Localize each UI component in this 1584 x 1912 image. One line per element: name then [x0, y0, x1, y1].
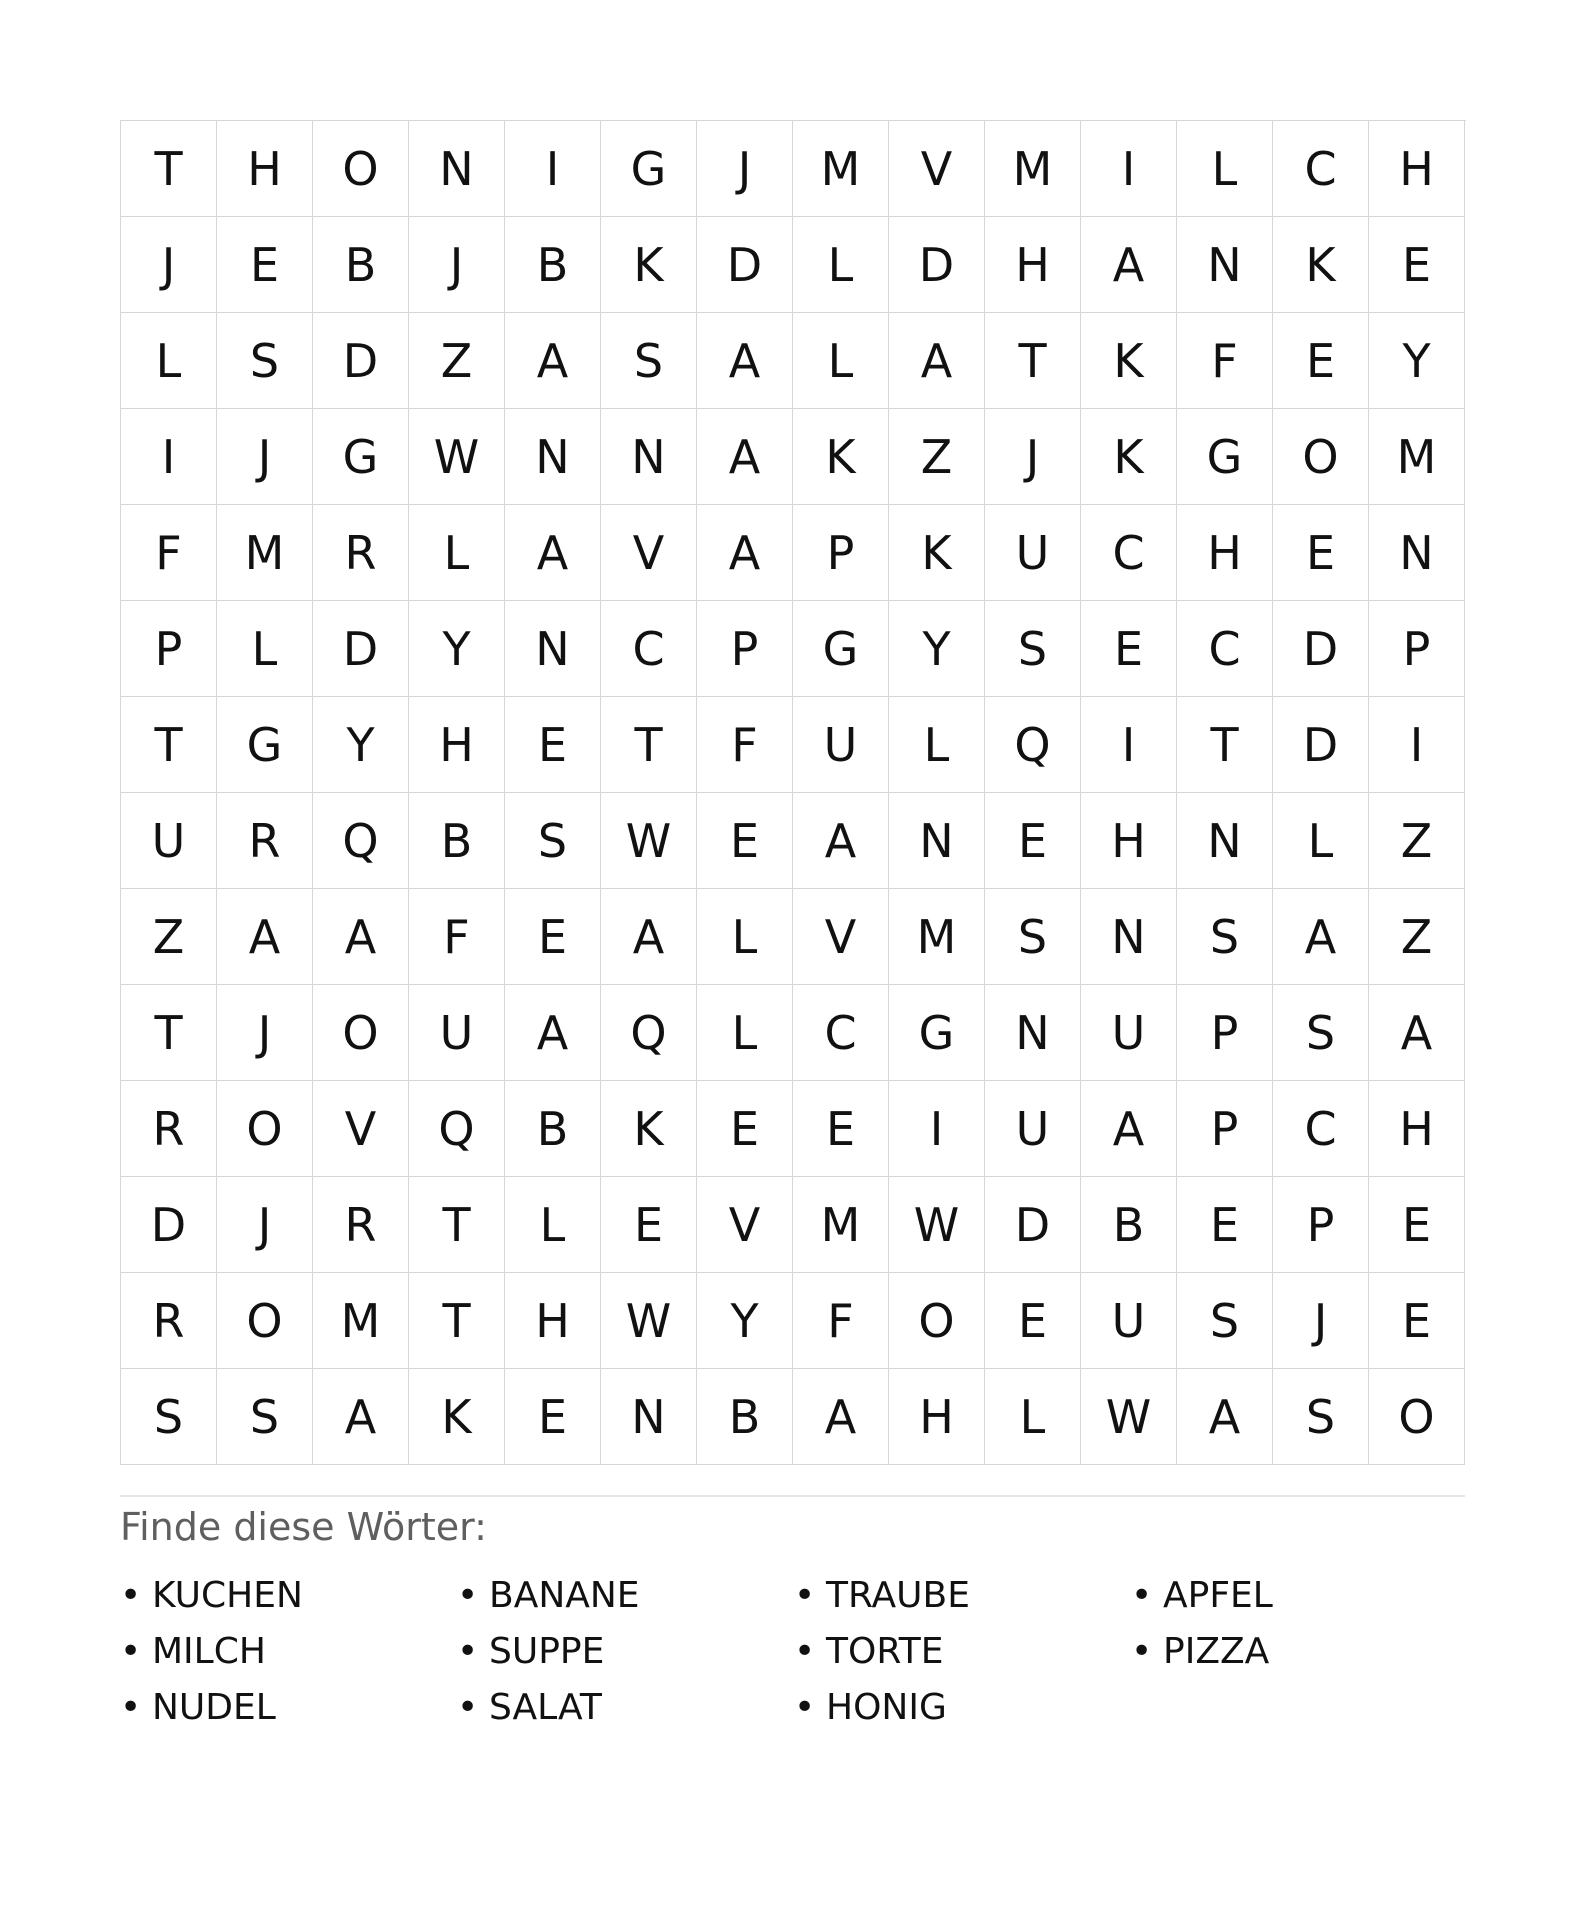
grid-cell[interactable]: U: [793, 697, 889, 793]
grid-cell[interactable]: Y: [697, 1273, 793, 1369]
bullet-icon: •: [1131, 1630, 1153, 1672]
grid-cell[interactable]: W: [601, 1273, 697, 1369]
grid-cell[interactable]: L: [121, 313, 217, 409]
grid-cell[interactable]: J: [1273, 1273, 1369, 1369]
grid-cell[interactable]: M: [1369, 409, 1465, 505]
grid-cell[interactable]: B: [505, 217, 601, 313]
word-label: APFEL: [1163, 1574, 1273, 1616]
word-list-heading: Finde diese Wörter:: [120, 1505, 487, 1549]
grid-cell[interactable]: N: [505, 409, 601, 505]
grid-cell[interactable]: Q: [313, 793, 409, 889]
grid-cell[interactable]: S: [985, 889, 1081, 985]
grid-cell[interactable]: P: [1177, 985, 1273, 1081]
grid-cell[interactable]: E: [505, 1369, 601, 1465]
word-list-item: [120, 1567, 457, 1623]
grid-cell[interactable]: P: [1273, 1177, 1369, 1273]
grid-cell[interactable]: L: [1273, 793, 1369, 889]
word-label: SUPPE: [489, 1630, 605, 1672]
divider: [120, 1495, 1465, 1497]
grid-cell[interactable]: N: [601, 409, 697, 505]
grid-cell[interactable]: V: [313, 1081, 409, 1177]
grid-cell[interactable]: E: [601, 1177, 697, 1273]
grid-cell[interactable]: A: [1081, 217, 1177, 313]
grid-cell[interactable]: T: [601, 697, 697, 793]
grid-cell[interactable]: T: [409, 1273, 505, 1369]
word-list-item: [120, 1623, 457, 1679]
grid-cell[interactable]: A: [505, 985, 601, 1081]
word-list-item: [120, 1679, 457, 1735]
grid-cell[interactable]: D: [313, 601, 409, 697]
grid-cell[interactable]: A: [1273, 889, 1369, 985]
grid-cell[interactable]: O: [1369, 1369, 1465, 1465]
grid-cell[interactable]: F: [121, 505, 217, 601]
grid-cell[interactable]: E: [985, 793, 1081, 889]
grid-cell[interactable]: A: [217, 889, 313, 985]
word-label: NUDEL: [152, 1686, 276, 1728]
grid-cell[interactable]: P: [1369, 601, 1465, 697]
grid-cell[interactable]: K: [1081, 313, 1177, 409]
grid-cell[interactable]: Q: [409, 1081, 505, 1177]
grid-cell[interactable]: A: [793, 1369, 889, 1465]
grid-cell[interactable]: H: [217, 121, 313, 217]
grid-cell[interactable]: H: [1369, 121, 1465, 217]
grid-cell[interactable]: H: [1081, 793, 1177, 889]
grid-cell[interactable]: H: [1369, 1081, 1465, 1177]
grid-cell[interactable]: D: [121, 1177, 217, 1273]
grid-cell[interactable]: B: [1081, 1177, 1177, 1273]
grid-cell[interactable]: A: [889, 313, 985, 409]
grid-cell[interactable]: G: [217, 697, 313, 793]
grid-cell[interactable]: O: [889, 1273, 985, 1369]
grid-cell[interactable]: W: [601, 793, 697, 889]
grid-cell[interactable]: A: [505, 505, 601, 601]
word-label: PIZZA: [1163, 1630, 1270, 1672]
grid-cell[interactable]: G: [889, 985, 985, 1081]
bullet-icon: •: [120, 1630, 142, 1672]
grid-cell[interactable]: L: [793, 217, 889, 313]
grid-cell[interactable]: N: [1369, 505, 1465, 601]
grid-cell[interactable]: L: [1177, 121, 1273, 217]
grid-cell[interactable]: E: [697, 793, 793, 889]
grid-cell[interactable]: L: [985, 1369, 1081, 1465]
grid-cell[interactable]: T: [121, 697, 217, 793]
grid-cell[interactable]: R: [313, 1177, 409, 1273]
grid-cell[interactable]: U: [409, 985, 505, 1081]
grid-cell[interactable]: S: [601, 313, 697, 409]
grid-cell[interactable]: S: [985, 601, 1081, 697]
word-list-item: [1131, 1623, 1468, 1679]
grid-cell[interactable]: O: [313, 121, 409, 217]
grid-cell[interactable]: E: [505, 697, 601, 793]
grid-cell[interactable]: T: [409, 1177, 505, 1273]
grid-cell[interactable]: D: [1273, 601, 1369, 697]
grid-cell[interactable]: N: [1081, 889, 1177, 985]
grid-cell[interactable]: C: [1273, 1081, 1369, 1177]
grid-cell[interactable]: M: [793, 1177, 889, 1273]
grid-cell[interactable]: J: [217, 1177, 313, 1273]
bullet-icon: •: [794, 1686, 816, 1728]
grid-cell[interactable]: S: [1177, 1273, 1273, 1369]
grid-cell[interactable]: K: [409, 1369, 505, 1465]
grid-cell[interactable]: E: [1369, 1273, 1465, 1369]
grid-cell[interactable]: E: [985, 1273, 1081, 1369]
grid-cell[interactable]: A: [505, 313, 601, 409]
grid-cell[interactable]: E: [1081, 601, 1177, 697]
grid-cell[interactable]: J: [697, 121, 793, 217]
grid-cell[interactable]: O: [1273, 409, 1369, 505]
grid-cell[interactable]: C: [601, 601, 697, 697]
grid-cell[interactable]: S: [217, 313, 313, 409]
grid-cell[interactable]: N: [1177, 217, 1273, 313]
grid-cell[interactable]: M: [889, 889, 985, 985]
word-label: TORTE: [826, 1630, 944, 1672]
grid-cell[interactable]: N: [889, 793, 985, 889]
grid-cell[interactable]: O: [313, 985, 409, 1081]
grid-cell[interactable]: N: [601, 1369, 697, 1465]
grid-cell[interactable]: I: [889, 1081, 985, 1177]
grid-cell[interactable]: B: [505, 1081, 601, 1177]
grid-cell[interactable]: Y: [889, 601, 985, 697]
grid-cell[interactable]: A: [793, 793, 889, 889]
grid-cell[interactable]: G: [313, 409, 409, 505]
grid-cell[interactable]: J: [985, 409, 1081, 505]
grid-cell[interactable]: A: [697, 313, 793, 409]
grid-cell[interactable]: I: [121, 409, 217, 505]
grid-cell[interactable]: U: [1081, 1273, 1177, 1369]
grid-cell[interactable]: R: [121, 1273, 217, 1369]
grid-cell[interactable]: B: [697, 1369, 793, 1465]
grid-cell[interactable]: I: [505, 121, 601, 217]
grid-cell[interactable]: A: [1177, 1369, 1273, 1465]
grid-cell[interactable]: E: [697, 1081, 793, 1177]
grid-cell[interactable]: N: [985, 985, 1081, 1081]
grid-cell[interactable]: E: [505, 889, 601, 985]
grid-cell[interactable]: V: [793, 889, 889, 985]
grid-cell[interactable]: F: [697, 697, 793, 793]
grid-cell[interactable]: T: [985, 313, 1081, 409]
grid-cell[interactable]: F: [793, 1273, 889, 1369]
grid-cell[interactable]: D: [313, 313, 409, 409]
grid-cell[interactable]: R: [121, 1081, 217, 1177]
grid-cell[interactable]: L: [697, 889, 793, 985]
grid-cell[interactable]: E: [1273, 313, 1369, 409]
grid-cell[interactable]: M: [793, 121, 889, 217]
grid-cell[interactable]: L: [505, 1177, 601, 1273]
grid-cell[interactable]: S: [217, 1369, 313, 1465]
grid-cell[interactable]: M: [313, 1273, 409, 1369]
grid-cell[interactable]: S: [121, 1369, 217, 1465]
bullet-icon: •: [120, 1574, 142, 1616]
grid-cell[interactable]: U: [121, 793, 217, 889]
grid-cell[interactable]: Z: [1369, 793, 1465, 889]
grid-cell[interactable]: P: [697, 601, 793, 697]
grid-cell[interactable]: Q: [985, 697, 1081, 793]
grid-cell[interactable]: R: [217, 793, 313, 889]
grid-cell[interactable]: S: [505, 793, 601, 889]
grid-cell[interactable]: E: [1177, 1177, 1273, 1273]
grid-cell[interactable]: L: [217, 601, 313, 697]
grid-cell[interactable]: D: [985, 1177, 1081, 1273]
grid-cell[interactable]: N: [505, 601, 601, 697]
word-label: SALAT: [489, 1686, 602, 1728]
grid-cell[interactable]: Q: [601, 985, 697, 1081]
bullet-icon: •: [794, 1630, 816, 1672]
grid-cell[interactable]: L: [697, 985, 793, 1081]
grid-cell[interactable]: R: [313, 505, 409, 601]
grid-cell[interactable]: H: [889, 1369, 985, 1465]
grid-cell[interactable]: M: [985, 121, 1081, 217]
word-label: MILCH: [152, 1630, 266, 1672]
grid-cell[interactable]: B: [313, 217, 409, 313]
grid-cell[interactable]: C: [1177, 601, 1273, 697]
word-list-item: [794, 1623, 1131, 1679]
grid-cell[interactable]: D: [889, 217, 985, 313]
grid-cell[interactable]: S: [1273, 1369, 1369, 1465]
grid-cell[interactable]: A: [601, 889, 697, 985]
grid-cell[interactable]: A: [1081, 1081, 1177, 1177]
grid-cell[interactable]: E: [1369, 217, 1465, 313]
grid-cell[interactable]: V: [601, 505, 697, 601]
grid-cell[interactable]: P: [121, 601, 217, 697]
grid-cell[interactable]: K: [889, 505, 985, 601]
grid-cell[interactable]: J: [217, 409, 313, 505]
grid-cell[interactable]: F: [1177, 313, 1273, 409]
grid-cell[interactable]: O: [217, 1081, 313, 1177]
grid-cell[interactable]: E: [1369, 1177, 1465, 1273]
word-list-item: [457, 1567, 794, 1623]
grid-cell[interactable]: A: [313, 1369, 409, 1465]
grid-cell[interactable]: F: [409, 889, 505, 985]
grid-cell[interactable]: E: [217, 217, 313, 313]
grid-cell[interactable]: T: [121, 121, 217, 217]
grid-cell[interactable]: H: [505, 1273, 601, 1369]
grid-cell[interactable]: D: [697, 217, 793, 313]
word-search-puzzle: [120, 120, 1467, 1735]
grid-cell[interactable]: Y: [313, 697, 409, 793]
grid-cell[interactable]: H: [409, 697, 505, 793]
word-label: TRAUBE: [826, 1574, 970, 1616]
grid-cell[interactable]: V: [697, 1177, 793, 1273]
grid-cell[interactable]: A: [313, 889, 409, 985]
grid-cell[interactable]: H: [985, 217, 1081, 313]
grid-cell[interactable]: Z: [409, 313, 505, 409]
grid-cell[interactable]: L: [409, 505, 505, 601]
grid-cell[interactable]: U: [985, 505, 1081, 601]
grid-cell[interactable]: W: [409, 409, 505, 505]
bullet-icon: •: [457, 1630, 479, 1672]
grid-cell[interactable]: C: [793, 985, 889, 1081]
grid-cell[interactable]: S: [1273, 985, 1369, 1081]
grid-cell[interactable]: O: [217, 1273, 313, 1369]
grid-cell[interactable]: K: [1081, 409, 1177, 505]
grid-cell[interactable]: E: [1273, 505, 1369, 601]
grid-cell[interactable]: T: [1177, 697, 1273, 793]
grid-cell[interactable]: I: [1369, 697, 1465, 793]
grid-cell[interactable]: W: [1081, 1369, 1177, 1465]
grid-cell[interactable]: P: [1177, 1081, 1273, 1177]
word-list-item: [794, 1567, 1131, 1623]
word-list-item: [457, 1679, 794, 1735]
word-list-item: [457, 1623, 794, 1679]
grid-cell[interactable]: L: [889, 697, 985, 793]
grid-cell[interactable]: K: [601, 217, 697, 313]
grid-cell[interactable]: S: [1177, 889, 1273, 985]
grid-cell[interactable]: G: [1177, 409, 1273, 505]
grid-cell[interactable]: I: [1081, 697, 1177, 793]
grid-cell[interactable]: I: [1081, 121, 1177, 217]
grid-cell[interactable]: Z: [1369, 889, 1465, 985]
bullet-icon: •: [794, 1574, 816, 1616]
bullet-icon: •: [457, 1686, 479, 1728]
grid-cell[interactable]: A: [1369, 985, 1465, 1081]
grid-cell[interactable]: C: [1081, 505, 1177, 601]
letter-grid: [120, 120, 1466, 1465]
grid-cell[interactable]: Z: [121, 889, 217, 985]
grid-cell[interactable]: V: [889, 121, 985, 217]
grid-cell[interactable]: D: [1273, 697, 1369, 793]
grid-cell[interactable]: K: [601, 1081, 697, 1177]
word-label: BANANE: [489, 1574, 640, 1616]
grid-cell[interactable]: Y: [409, 601, 505, 697]
grid-cell[interactable]: G: [793, 601, 889, 697]
grid-cell[interactable]: N: [1177, 793, 1273, 889]
grid-cell[interactable]: Z: [889, 409, 985, 505]
grid-cell[interactable]: C: [1273, 121, 1369, 217]
bullet-icon: •: [457, 1574, 479, 1616]
bullet-icon: •: [1131, 1574, 1153, 1616]
grid-cell[interactable]: L: [793, 313, 889, 409]
grid-cell[interactable]: W: [889, 1177, 985, 1273]
grid-cell[interactable]: U: [1081, 985, 1177, 1081]
grid-cell[interactable]: J: [217, 985, 313, 1081]
grid-cell[interactable]: E: [793, 1081, 889, 1177]
grid-cell[interactable]: M: [217, 505, 313, 601]
grid-cell[interactable]: J: [121, 217, 217, 313]
grid-cell[interactable]: H: [1177, 505, 1273, 601]
word-label: KUCHEN: [152, 1574, 303, 1616]
grid-cell[interactable]: A: [697, 409, 793, 505]
grid-cell[interactable]: T: [121, 985, 217, 1081]
grid-cell[interactable]: A: [697, 505, 793, 601]
grid-cell[interactable]: J: [409, 217, 505, 313]
grid-cell[interactable]: B: [409, 793, 505, 889]
grid-cell[interactable]: P: [793, 505, 889, 601]
grid-cell[interactable]: G: [601, 121, 697, 217]
word-list-item: [794, 1679, 1131, 1735]
grid-cell[interactable]: K: [793, 409, 889, 505]
grid-cell[interactable]: K: [1273, 217, 1369, 313]
word-list-item: [1131, 1567, 1468, 1623]
grid-cell[interactable]: N: [409, 121, 505, 217]
grid-cell[interactable]: Y: [1369, 313, 1465, 409]
bullet-icon: •: [120, 1686, 142, 1728]
word-label: HONIG: [826, 1686, 947, 1728]
grid-cell[interactable]: U: [985, 1081, 1081, 1177]
word-list: [120, 1567, 1468, 1735]
